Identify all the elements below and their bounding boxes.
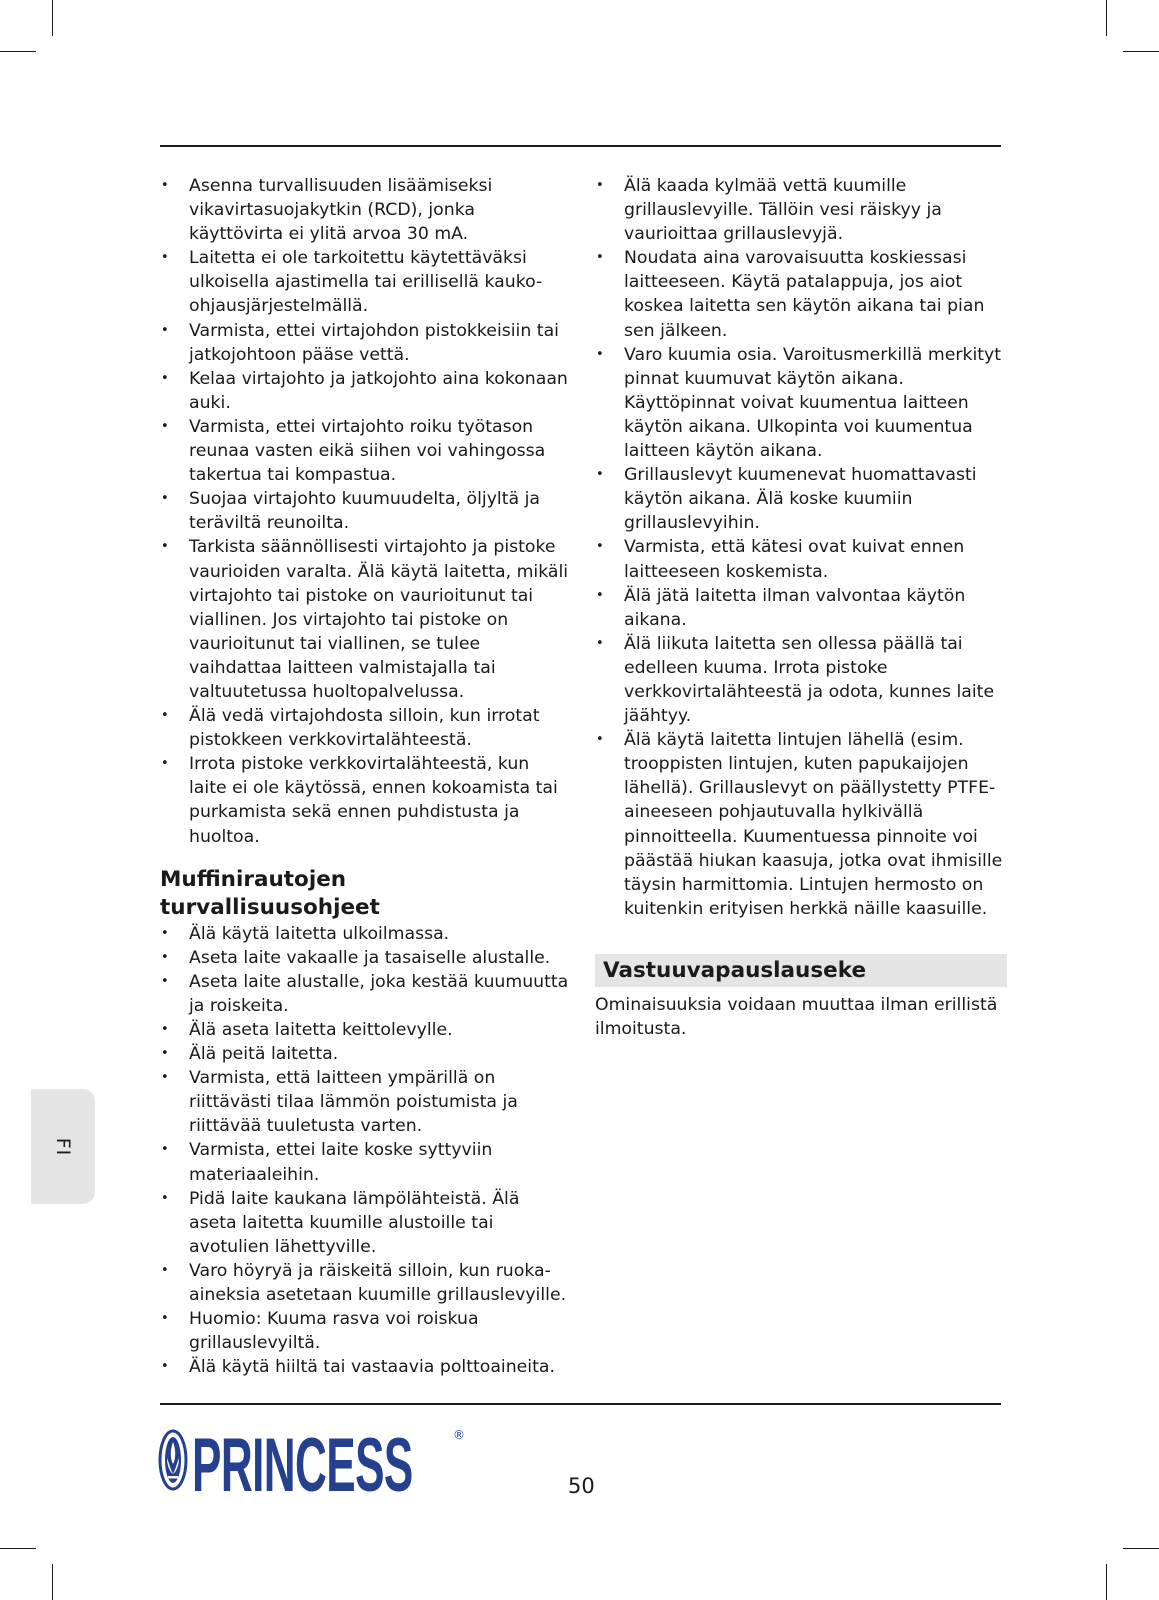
list-item: • Älä kaada kylmää vettä kuumille grillauslevyille. Tällöin vesi räiskyy ja vaurioittaa grillauslevyjä. xyxy=(595,174,1007,246)
list-item: • Varmista, että kätesi ovat kuivat ennen laitteeseen koskemista. xyxy=(595,535,1007,583)
crop-mark xyxy=(52,0,53,36)
crown-emblem-icon xyxy=(158,1428,188,1492)
list-item: • Aseta laite alustalle, joka kestää kuumuutta ja roiskeita. xyxy=(160,970,572,1018)
list-item: • Varmista, ettei virtajohdon pistokkeisiin tai jatkojohtoon pääse vettä. xyxy=(160,319,572,367)
registered-mark: ® xyxy=(453,1428,465,1442)
crop-mark xyxy=(0,1548,36,1549)
list-item: • Varo kuumia osia. Varoitusmerkillä merkityt pinnat kuumuvat käytön aikana. Käyttöpinnat voivat kuumentua laitteen käytön aikana. Ulkopinta voi kuumentua laitteen käytön aikana. xyxy=(595,343,1007,463)
crop-mark xyxy=(1106,1564,1107,1600)
left-column xyxy=(160,174,572,1379)
list-item: • Varmista, ettei laite koske syttyviin materiaaleihin. xyxy=(160,1138,572,1186)
top-rule xyxy=(160,145,1001,147)
list-item: • Älä aseta laitetta keittolevylle. xyxy=(160,1018,572,1042)
language-tab xyxy=(31,1089,95,1204)
list-item: • Suojaa virtajohto kuumuudelta, öljyltä ja teräviltä reunoilta. xyxy=(160,487,572,535)
list-item: • Varmista, että laitteen ympärillä on riittävästi tilaa lämmön poistumista ja riittävää tuuletusta varten. xyxy=(160,1066,572,1138)
list-item: • Älä käytä hiiltä tai vastaavia polttoaineita. xyxy=(160,1355,572,1379)
section-title: Muffinirautojen turvallisuusohjeet xyxy=(160,866,380,920)
list-item: • Älä liikuta laitetta sen ollessa päällä tai edelleen kuuma. Irrota pistoke verkkovirtalähteestä ja odota, kunnes laite jäähtyy. xyxy=(595,632,1007,728)
list-item: • Noudata aina varovaisuutta koskiessasi laitteeseen. Käytä patalappuja, jos aiot koskea laitetta sen käytön aikana tai pian sen jälkeen. xyxy=(595,246,1007,342)
list-item: • Pidä laite kaukana lämpölähteistä. Älä aseta laitetta kuumille alustoille tai avotulien lähettyville. xyxy=(160,1187,572,1259)
muffin-safety-list xyxy=(160,922,572,1380)
language-code: FI xyxy=(52,1137,74,1156)
crop-mark xyxy=(1123,1548,1159,1549)
crop-mark xyxy=(0,51,36,52)
list-item: • Laitetta ei ole tarkoitettu käytettäväksi ulkoisella ajastimella tai erillisellä kauko-ohjausjärjestelmällä. xyxy=(160,246,572,318)
list-item: • Älä peitä laitetta. xyxy=(160,1042,572,1066)
list-item: • Grillauslevyt kuumenevat huomattavasti käytön aikana. Älä koske kuumiin grillauslevyihin. xyxy=(595,463,1007,535)
list-item: • Älä jätä laitetta ilman valvontaa käytön aikana. xyxy=(595,584,1007,632)
brand-name: PRINCESS xyxy=(192,1423,413,1508)
list-item: • Älä vedä virtajohdosta silloin, kun irrotat pistokkeen verkkovirtalähteestä. xyxy=(160,704,572,752)
list-item: • Älä käytä laitetta lintujen lähellä (esim. trooppisten lintujen, kuten papukaijojen lähellä). Grillauslevyt on päällystetty PTFE-aineeseen pohjautuvalla hylkivällä pinnoitteella. Kuumentuessa pinnoite voi päästää hiukan kaasuja, jotka ovat ihmisille täysin harmittomia. Lintujen hermosto on kuitenkin erityisen herkkä näille kaasuille. xyxy=(595,728,1007,921)
crop-mark xyxy=(1123,51,1159,52)
safety-list-continued xyxy=(595,174,1007,921)
list-item: • Tarkista säännöllisesti virtajohto ja pistoke vaurioiden varalta. Älä käytä laitetta, mikäli virtajohto tai pistoke on vaurioitunut tai viallinen. Jos virtajohto tai pistoke on vaurioitunut tai viallinen, se tulee vaihdattaa laitteen valmistajalla tai valtuutetussa huoltopalvelussa. xyxy=(160,535,572,704)
list-item: • Älä käytä laitetta ulkoilmassa. xyxy=(160,922,572,946)
list-item: • Huomio: Kuuma rasva voi roiskua grillauslevyiltä. xyxy=(160,1307,572,1355)
disclaimer-text: Ominaisuuksia voidaan muuttaa ilman erillistä ilmoitusta. xyxy=(595,994,998,1039)
safety-list xyxy=(160,174,572,849)
page-number: 50 xyxy=(568,1474,595,1498)
crop-mark xyxy=(52,1564,53,1600)
disclaimer-heading: Vastuuvapauslauseke xyxy=(595,954,1007,987)
crop-mark xyxy=(1106,0,1107,36)
bottom-rule xyxy=(160,1403,1001,1405)
right-column xyxy=(595,174,1007,1041)
list-item: • Aseta laite vakaalle ja tasaiselle alustalle. xyxy=(160,946,572,970)
list-item: • Varo höyryä ja räiskeitä silloin, kun ruoka-aineksia asetetaan kuumille grillauslevyille. xyxy=(160,1259,572,1307)
list-item: • Irrota pistoke verkkovirtalähteestä, kun laite ei ole käytössä, ennen kokoamista tai purkamista sekä ennen puhdistusta ja huoltoa. xyxy=(160,752,572,848)
list-item: • Asenna turvallisuuden lisäämiseksi vikavirtasuojakytkin (RCD), jonka käyttövirta ei ylitä arvoa 30 mA. xyxy=(160,174,572,246)
list-item: • Varmista, ettei virtajohto roiku työtason reunaa vasten eikä siihen voi vahingossa takertua tai kompastua. xyxy=(160,415,572,487)
brand-logo xyxy=(158,1423,573,1508)
list-item: • Kelaa virtajohto ja jatkojohto aina kokonaan auki. xyxy=(160,367,572,415)
